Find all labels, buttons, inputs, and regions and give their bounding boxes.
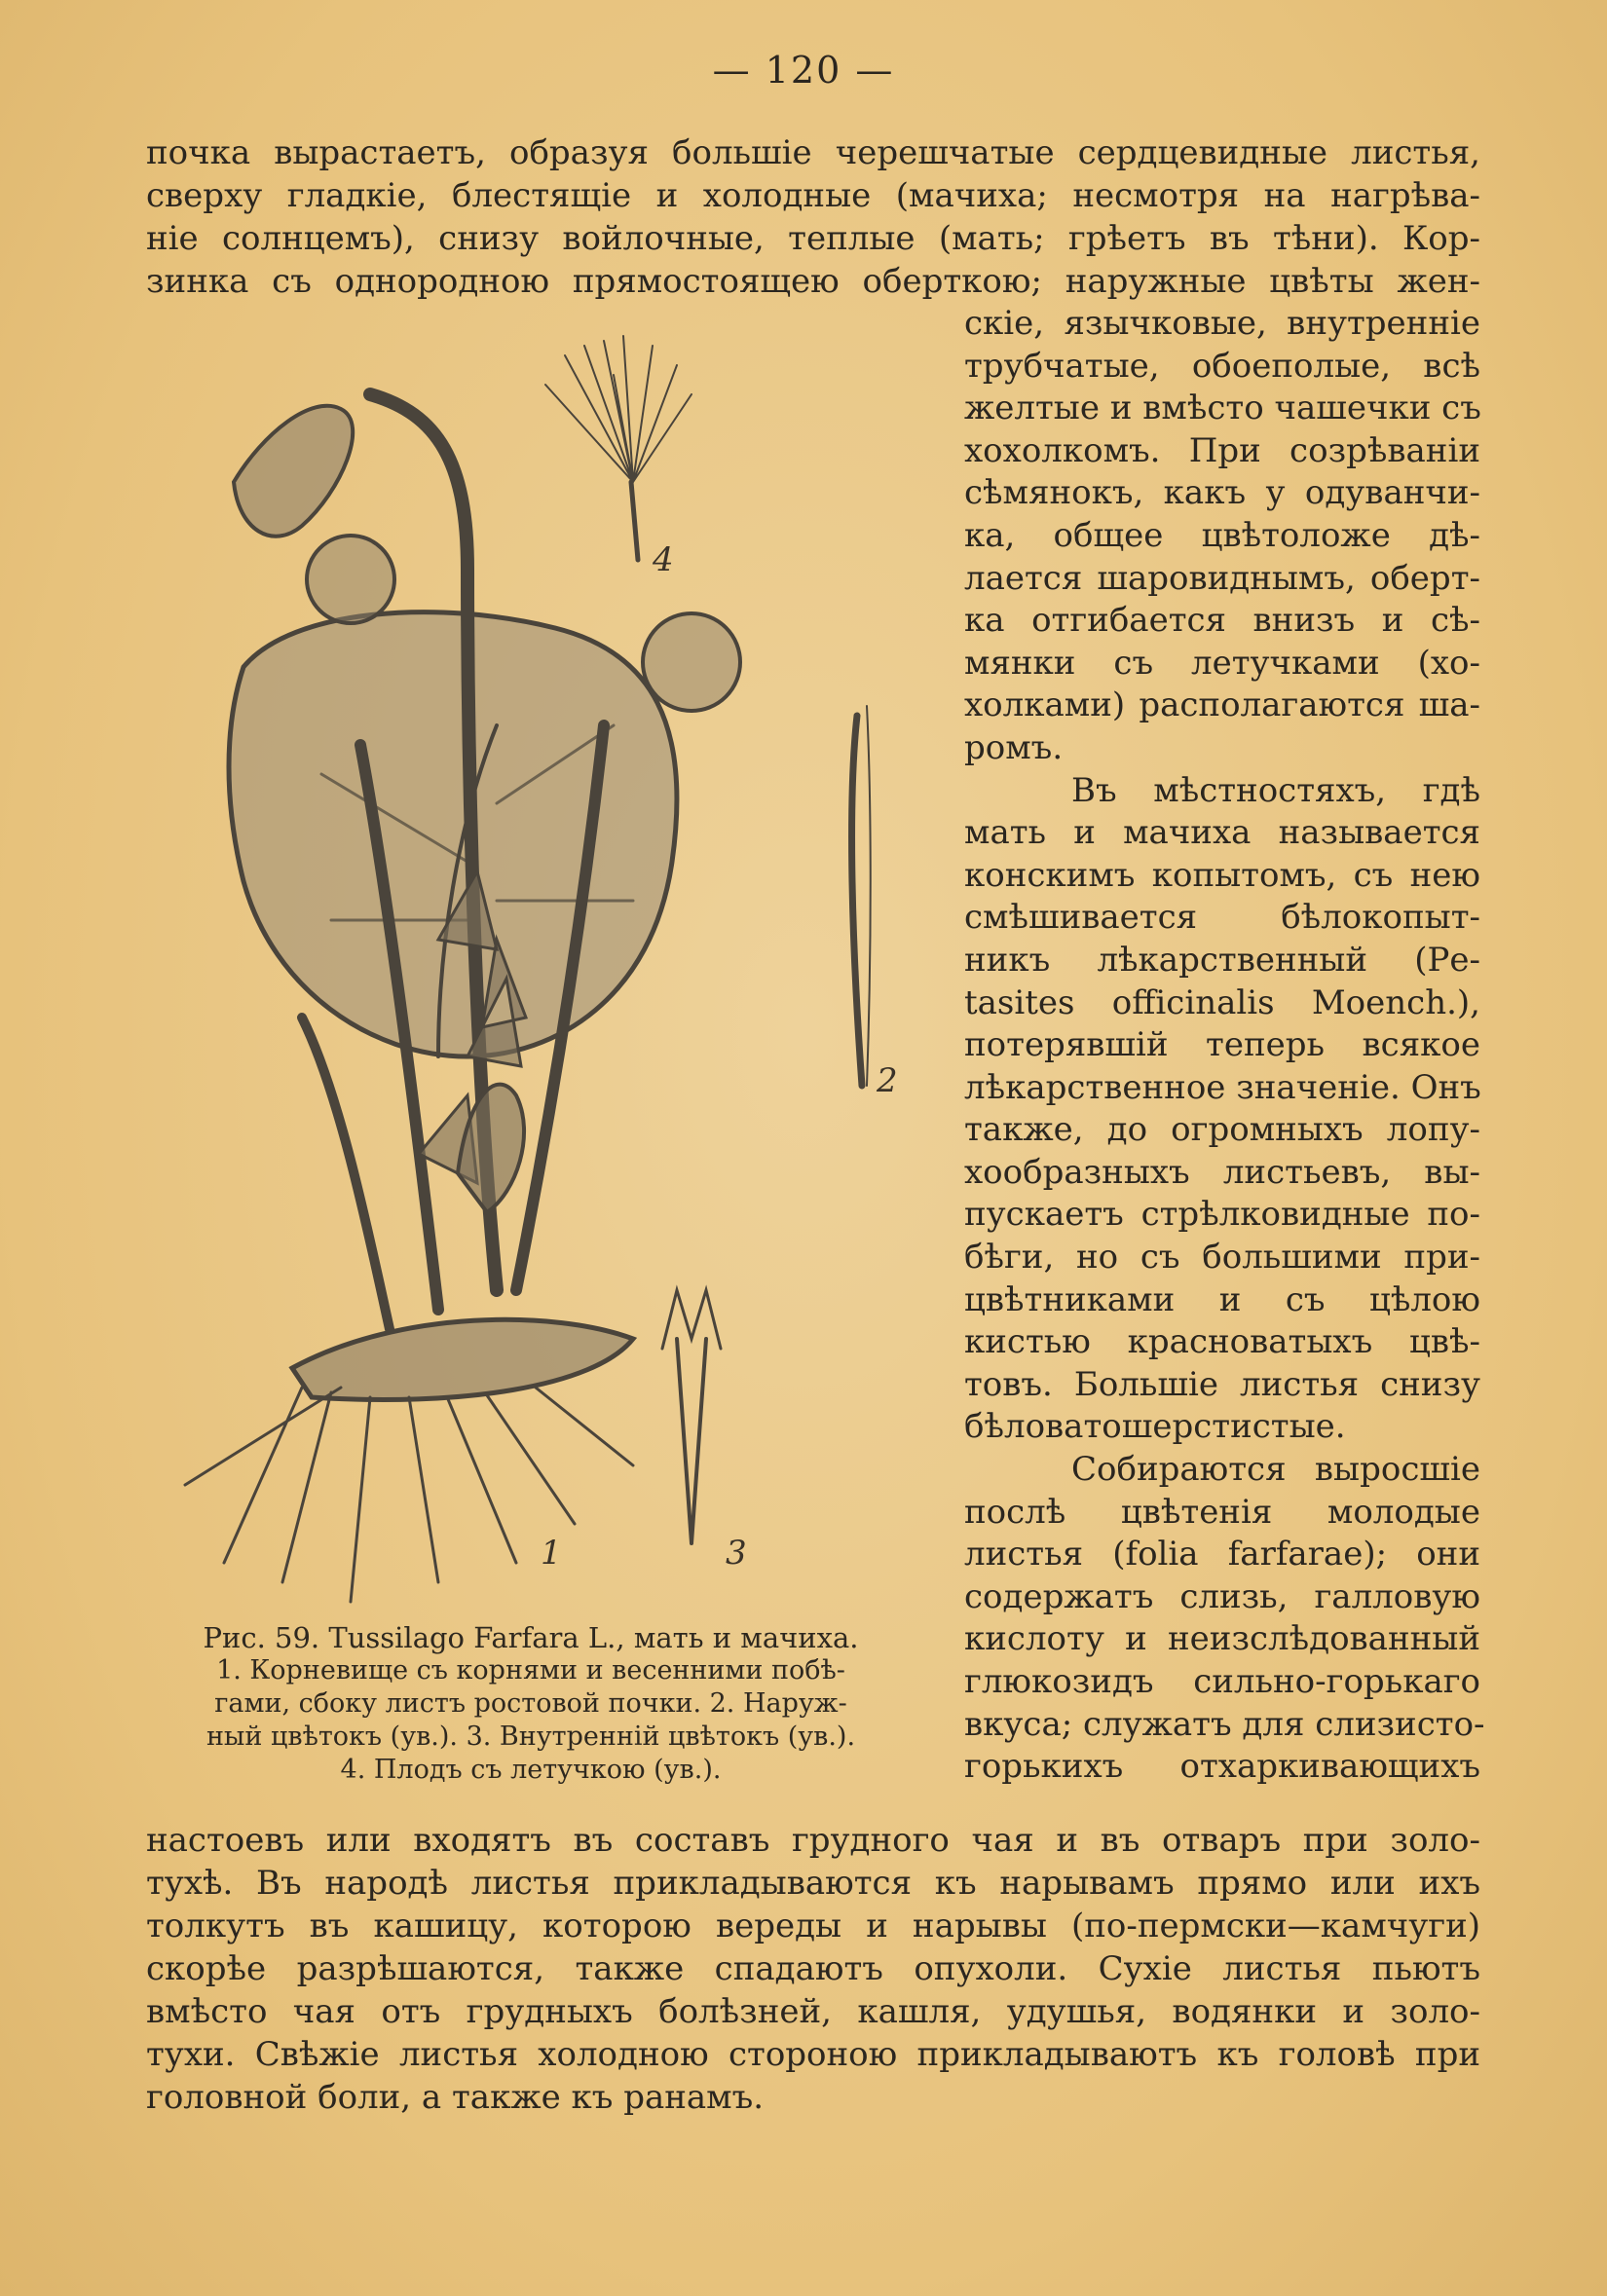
figure-label-4: 4 (653, 540, 674, 579)
text-line: скіе, язычковые, внутренніе (964, 304, 1480, 343)
text-line: пускаетъ стрѣлковидные по- (964, 1195, 1480, 1235)
caption-line: Рис. 59. Tussilago Farfara L., мать и мачиха. (203, 1621, 859, 1654)
text-line: хообразныхъ листьевъ, вы- (964, 1152, 1480, 1192)
text-line: товъ. Большіе листья снизу (964, 1364, 1480, 1404)
text-line: листья (folia farfarae); они (964, 1535, 1480, 1574)
text-line: мать и мачиха называется (964, 813, 1480, 853)
text-line: тухи. Свѣжіе листья холодною стороною прикладываютъ къ головѣ при (146, 2035, 1480, 2074)
caption-line: 4. Плодъ съ летучкою (ув.). (340, 1755, 722, 1785)
coltsfoot-illustration (146, 316, 935, 1621)
text-line: тухѣ. Въ народѣ листья прикладываются къ нарывамъ прямо или ихъ (146, 1864, 1480, 1903)
paragraph-bottom (146, 1819, 1480, 2119)
text-line: потерявшій теперь всякое (964, 1025, 1480, 1065)
text-line: толкутъ въ кашицу, которою вереды и нарывы (по-пермски—камчуги) (146, 1907, 1480, 1945)
text-line: глюкозидъ сильно-горькаго (964, 1662, 1480, 1701)
text-line: бѣловатошерстистые. (964, 1407, 1346, 1447)
caption-line: ный цвѣтокъ (ув.). 3. Внутренній цвѣтокъ (ув.). (206, 1722, 856, 1752)
text-line: бѣги, но съ большими при- (964, 1238, 1480, 1278)
text-line: tasites officinalis Moench.), (964, 982, 1480, 1022)
caption-line: гами, сбоку листъ ростовой почки. 2. Наруж- (214, 1688, 847, 1719)
flower-head-bud (234, 406, 353, 537)
figure-label-3: 3 (726, 1534, 747, 1573)
text-line: также, до огромныхъ лопу- (964, 1110, 1480, 1150)
text-line: ромъ. (964, 727, 1064, 767)
text-line: горькихъ отхаркивающихъ (964, 1747, 1480, 1787)
caption-line: 1. Корневище съ корнями и весенними побѣ- (216, 1655, 845, 1685)
text-line: настоевъ или входятъ въ составъ грудного чая и въ отваръ при золо- (146, 1821, 1480, 1860)
text-line: никъ лѣкарственный (Ре- (964, 940, 1480, 980)
figure-label-1: 1 (541, 1534, 562, 1573)
paragraph-right-column (964, 303, 1485, 1789)
text-line: скорѣе разрѣшаются, также спадаютъ опухоли. Сухіе листья пьютъ (146, 1949, 1480, 1988)
figure-illustration (146, 316, 935, 1621)
text-line: хохолкомъ. При созрѣваніи (964, 430, 1480, 470)
text-line: сѣмянокъ, какъ у одуванчи- (964, 473, 1480, 513)
text-line: вкуса; служатъ для слизисто- (964, 1704, 1485, 1744)
text-line: желтые и вмѣсто чашечки съ (964, 389, 1481, 428)
text-line: цвѣтниками и съ цѣлою (964, 1279, 1480, 1319)
figure-label-2: 2 (877, 1061, 898, 1100)
text-line: мянки съ летучками (хо- (964, 643, 1480, 683)
text-line: сверху гладкіе, блестящіе и холодные (мачиха; несмотря на нагрѣва- (146, 176, 1480, 215)
text-line: кислоту и неизслѣдованный (964, 1619, 1480, 1659)
paragraph-top (146, 131, 1480, 303)
page-number: — 120 — (712, 49, 895, 92)
text-line: ка отгибается внизъ и сѣ- (964, 601, 1480, 641)
leaf-shape (229, 612, 677, 1056)
text-line: холками) располагаются ша- (964, 685, 1480, 725)
text-line: смѣшивается бѣлокопыт- (964, 898, 1480, 938)
text-line: ніе солнцемъ), снизу войлочные, теплые (мать; грѣетъ въ тѣни). Кор- (146, 219, 1480, 258)
text-line: почка вырастаетъ, образуя большіе черешчатые сердцевидные листья, (146, 133, 1480, 172)
text-line: лѣкарственное значеніе. Онъ (964, 1067, 1481, 1107)
text-line: послѣ цвѣтенія молодые (964, 1492, 1480, 1532)
text-line: конскимъ копытомъ, съ нею (964, 855, 1480, 895)
text-line: ка, общее цвѣтоложе дѣ- (964, 515, 1480, 555)
text-line: кистью красноватыхъ цвѣ- (964, 1322, 1480, 1362)
text-line: трубчатые, обоеполые, всѣ (964, 346, 1480, 386)
figure-caption (136, 1621, 925, 1787)
text-line: головной боли, а также къ ранамъ. (146, 2078, 765, 2117)
text-line: содержатъ слизь, галловую (964, 1576, 1480, 1616)
text-line: лается шаровиднымъ, оберт- (964, 558, 1480, 598)
text-line: вмѣсто чая отъ грудныхъ болѣзней, кашля, удушья, водянки и золо- (146, 1992, 1480, 2031)
text-line: Въ мѣстностяхъ, гдѣ (1071, 770, 1480, 810)
text-line: зинка съ однородною прямостоящею оберткою; наружные цвѣты жен- (146, 262, 1480, 301)
text-line: Собираются выросшіе (1071, 1450, 1480, 1490)
